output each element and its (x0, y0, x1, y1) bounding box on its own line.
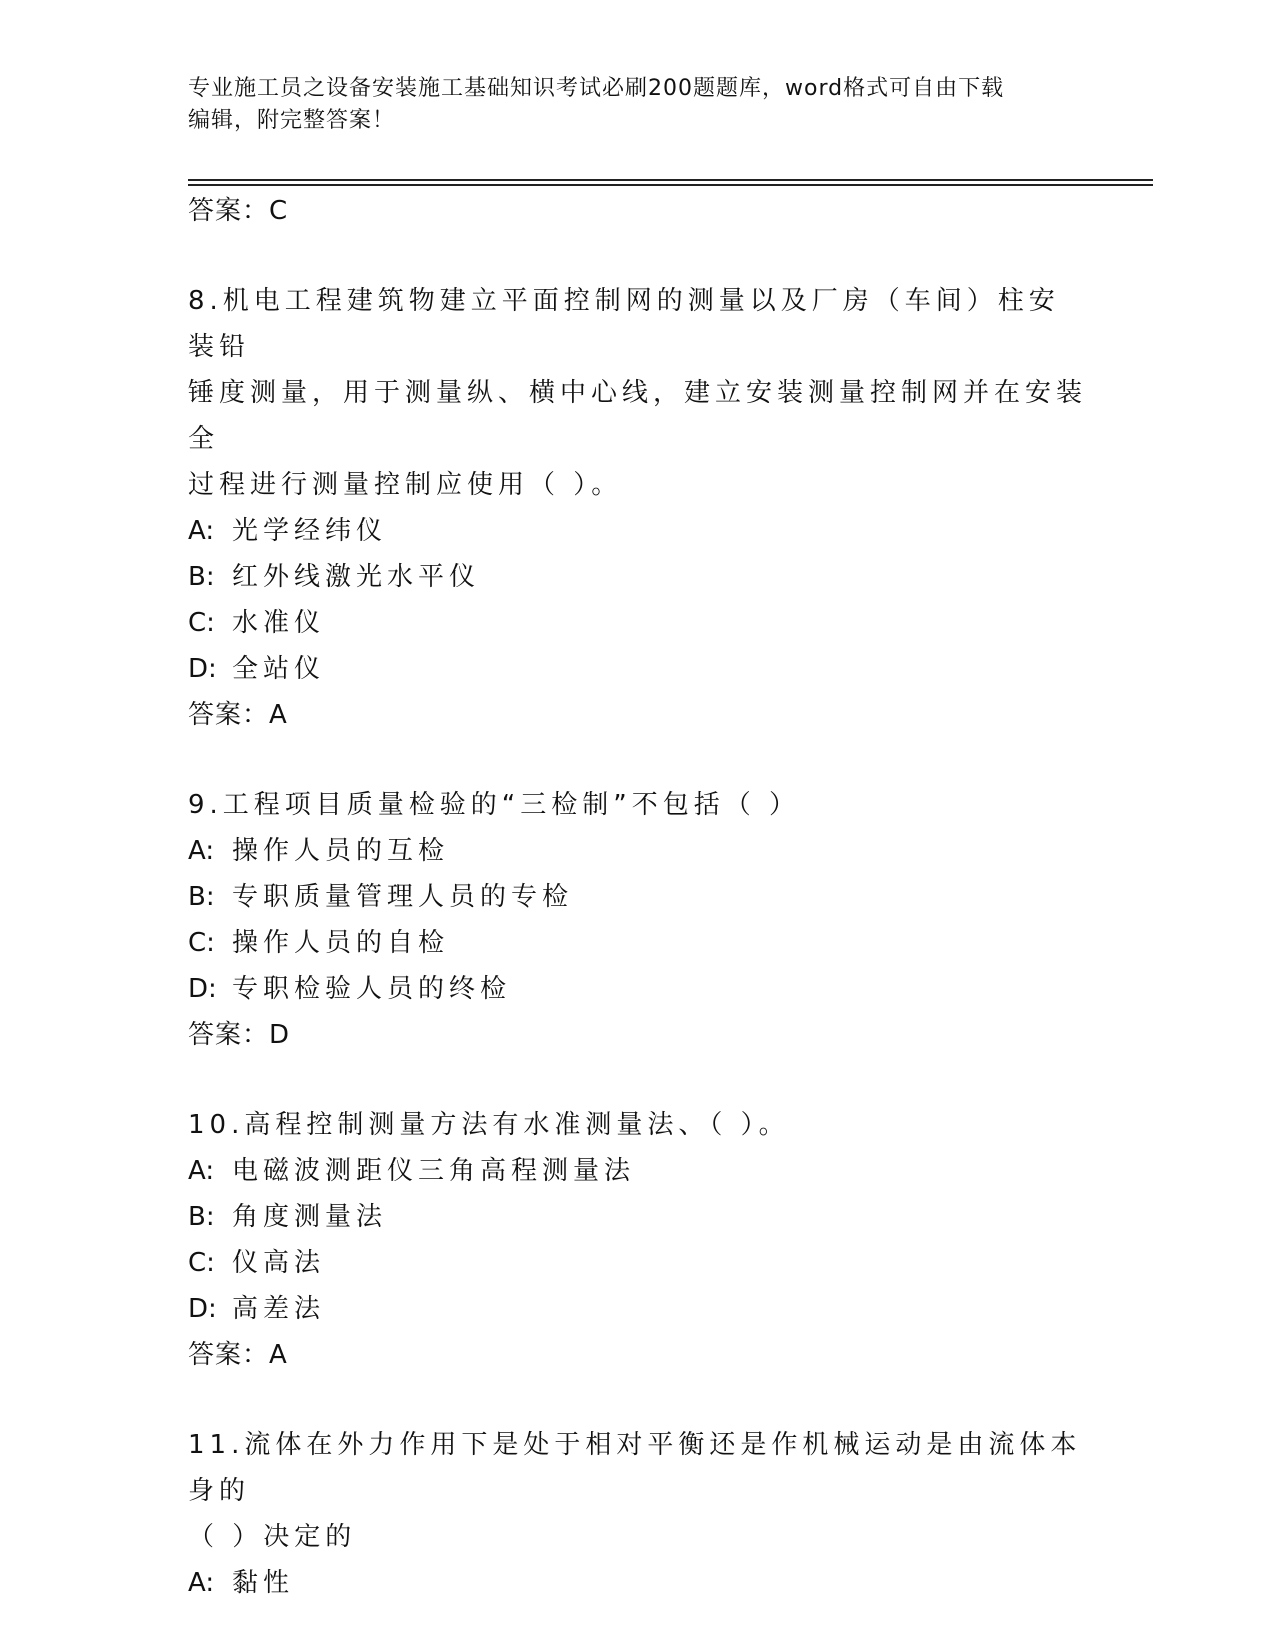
question-8-option-c (188, 600, 1088, 646)
question-10-option-c (188, 1240, 1088, 1286)
question-9-option-d (188, 966, 1088, 1012)
header-rule-top (188, 179, 1153, 181)
question-8-option-b (188, 554, 1088, 600)
option-letter: D: (188, 654, 217, 684)
question-8-line-2: 锤度测量，用于测量纵、横中心线，建立安装测量控制网并在安装全 (188, 378, 1088, 454)
spacer (188, 1058, 1088, 1102)
question-9-option-a (188, 828, 1088, 874)
option-letter: B: (188, 882, 215, 912)
option-text: 水准仪 (232, 608, 326, 638)
question-10-option-a (188, 1148, 1088, 1194)
question-9-line-1: 9.工程项目质量检验的“三检制”不包括（ ） (188, 790, 801, 820)
option-text: 专职检验人员的终检 (232, 974, 512, 1004)
question-list (188, 188, 1088, 1606)
option-letter: C: (188, 1248, 215, 1278)
option-letter: D: (188, 1294, 217, 1324)
option-text: 仪高法 (232, 1248, 326, 1278)
question-10 (188, 1102, 1088, 1378)
spacer (188, 738, 1088, 782)
option-text: 全站仪 (232, 654, 326, 684)
question-9-option-c (188, 920, 1088, 966)
option-text: 操作人员的自检 (232, 928, 450, 958)
option-letter: A: (188, 516, 215, 546)
option-letter: B: (188, 1202, 215, 1232)
document-header (188, 73, 1068, 137)
option-letter: C: (188, 608, 215, 638)
option-text: 光学经纬仪 (232, 516, 388, 546)
header-title-line-2: 编辑，附完整答案！ (188, 108, 396, 133)
question-9-answer: 答案：D (188, 1020, 291, 1050)
question-10-option-d (188, 1286, 1088, 1332)
option-letter: A: (188, 1156, 215, 1186)
question-10-text (188, 1102, 1088, 1148)
header-rule-bottom (188, 184, 1153, 186)
option-text: 黏性 (232, 1568, 295, 1598)
question-9-option-b (188, 874, 1088, 920)
question-10-option-b (188, 1194, 1088, 1240)
option-letter: B: (188, 562, 215, 592)
spacer (188, 1378, 1088, 1422)
question-11 (188, 1422, 1088, 1606)
option-text: 电磁波测距仪三角高程测量法 (232, 1156, 636, 1186)
question-8-answer: 答案：A (188, 700, 288, 730)
option-letter: A: (188, 1568, 215, 1598)
option-text: 操作人员的互检 (232, 836, 450, 866)
question-8-option-d (188, 646, 1088, 692)
question-11-option-a (188, 1560, 1088, 1606)
question-8-option-a (188, 508, 1088, 554)
option-text: 角度测量法 (232, 1202, 388, 1232)
option-letter: C: (188, 928, 215, 958)
question-8-line-3: 过程进行测量控制应使用（ ）。 (188, 470, 623, 500)
question-11-text (188, 1422, 1088, 1560)
question-8-text (188, 278, 1088, 508)
question-10-line-1: 10.高程控制测量方法有水准测量法、（ ）。 (188, 1110, 790, 1140)
option-letter: D: (188, 974, 217, 1004)
question-8 (188, 278, 1088, 738)
question-10-answer: 答案：A (188, 1340, 288, 1370)
header-title-line-1: 专业施工员之设备安装施工基础知识考试必刷200题题库，word格式可自由下载 (188, 76, 1005, 101)
question-11-line-1: 11.流体在外力作用下是处于相对平衡还是作机械运动是由流体本身的 (188, 1430, 1082, 1506)
question-9 (188, 782, 1088, 1058)
question-9-text (188, 782, 1088, 828)
option-text: 红外线激光水平仪 (232, 562, 481, 592)
option-text: 高差法 (232, 1294, 326, 1324)
option-letter: A: (188, 836, 215, 866)
previous-answer: 答案：C (188, 196, 289, 226)
question-11-line-2: （ ）决定的 (188, 1522, 357, 1552)
question-8-line-1: 8.机电工程建筑物建立平面控制网的测量以及厂房（车间）柱安装铅 (188, 286, 1060, 362)
option-text: 专职质量管理人员的专检 (232, 882, 574, 912)
